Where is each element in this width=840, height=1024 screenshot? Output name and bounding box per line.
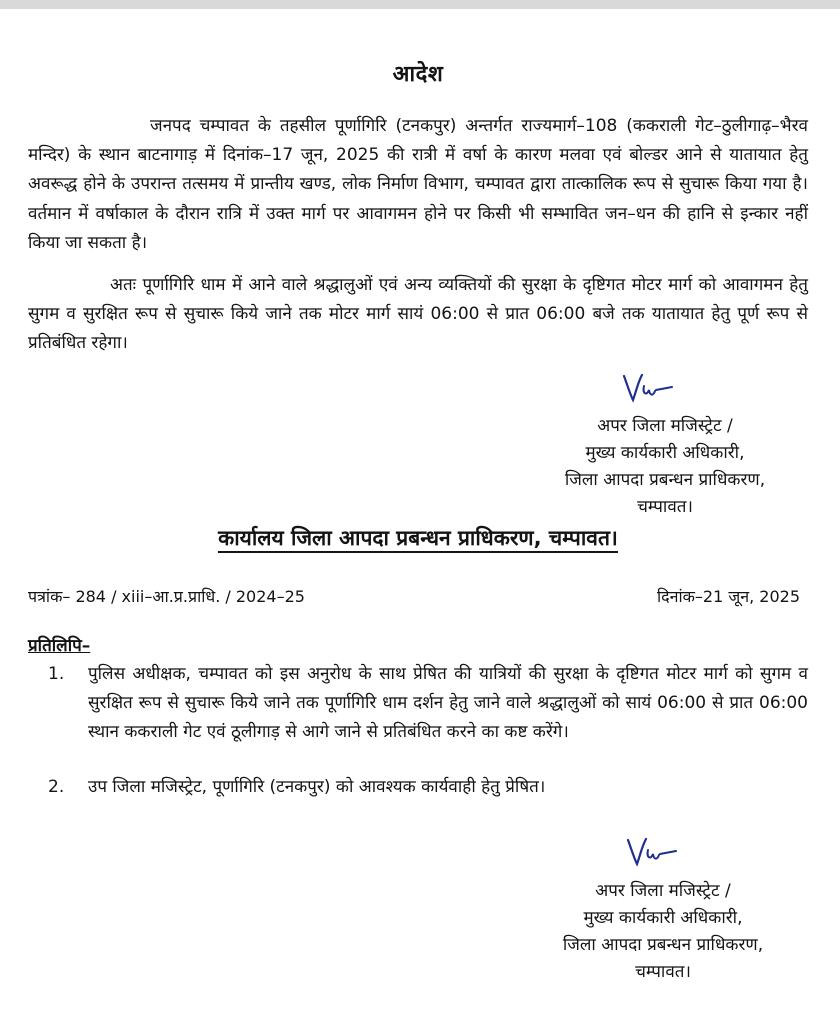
letter-date: दिनांक–21 जून, 2025 [656, 587, 800, 606]
signature-icon [618, 370, 678, 406]
signatory-location: चम्पावत। [637, 497, 693, 517]
list-item-text: उप जिला मजिस्ट्रेट, पूर्णागिरि (टनकपुर) को आवश्यक कार्यवाही हेतु प्रेषित। [88, 777, 546, 797]
list-item-number: 1. [48, 664, 65, 684]
order-paragraph-1: जनपद चम्पावत के तहसील पूर्णागिरि (टनकपुर) अन्तर्गत राज्यमार्ग–108 (ककराली गेट–ठुलीगाढ़–भैरव मन्दिर) के स्थान बाटनागाड़ में दिनांक–17 जून, 2025 की रात्री में वर्षा के कारण मलवा एवं बोल्डर आने से यातायात हेतु अवरूद्ध होने के उपरान्त तत्समय में प्रान्तीय खण्ड, लोक निर्माण विभाग, चम्पावत द्वारा तात्कालिक रूप से सुचारू किया गया है। वर्तमान में वर्षाकाल के दौरान रात्रि में उक्त मार्ग पर आवागमन होने पर किसी भी सम्भावित जन–धन की हानि से इन्कार नहीं किया जा सकता है। [28, 116, 808, 253]
signatory-authority: जिला आपदा प्रबन्धन प्राधिकरण, [564, 470, 766, 490]
signature-block [518, 878, 808, 986]
signatory-role: मुख्य कार्यकारी अधिकारी, [583, 908, 743, 928]
signatory-designation: अपर जिला मजिस्ट्रेट / [597, 416, 733, 436]
signatory-role: मुख्य कार्यकारी अधिकारी, [585, 443, 745, 463]
signature-icon [622, 834, 682, 870]
document-title: आदेश [392, 62, 444, 87]
office-heading [28, 524, 808, 552]
office-heading-text: कार्यालय जिला आपदा प्रबन्धन प्राधिकरण, चम्पावत। [218, 526, 618, 553]
copy-to-heading: प्रतिलिपि– [28, 636, 91, 656]
list-item-text: पुलिस अधीक्षक, चम्पावत को इस अनुरोध के साथ प्रेषित की यात्रियों की सुरक्षा के दृष्टिगत मोटर मार्ग को सुगम व सुरक्षित रूप से सुचारू किये जाने तक पूर्णागिरि धाम दर्शन हेतु जाने वाले श्रद्धालुओं को सायं 06:00 से प्रात 06:00 स्थान ककराली गेट एवं ठूलीगाड़ से आगे जाने से प्रतिबंधित करने का कष्ट करेंगे। [88, 664, 808, 743]
order-paragraph-2: अतः पूर्णागिरि धाम में आने वाले श्रद्धालुओं एवं अन्य व्यक्तियों की सुरक्षा के दृष्टिगत मोटर मार्ग को आवागमन हेतु सुगम व सुरक्षित रूप से सुचारू किये जाने तक मोटर मार्ग सायं 06:00 से प्रात 06:00 बजे तक यातायात हेतु पूर्ण रूप से प्रतिबंधित रहेगा। [28, 275, 808, 354]
letter-number: पत्रांक– 284 / xiii–आ.प्र.प्राधि. / 2024–25 [28, 587, 305, 606]
list-item-number: 2. [48, 777, 65, 797]
signatory-location: चम्पावत। [635, 962, 691, 982]
signatory-authority: जिला आपदा प्रबन्धन प्राधिकरण, [562, 935, 764, 955]
signatory-designation: अपर जिला मजिस्ट्रेट / [595, 881, 731, 901]
signature-block [520, 413, 810, 521]
top-border [0, 0, 840, 9]
